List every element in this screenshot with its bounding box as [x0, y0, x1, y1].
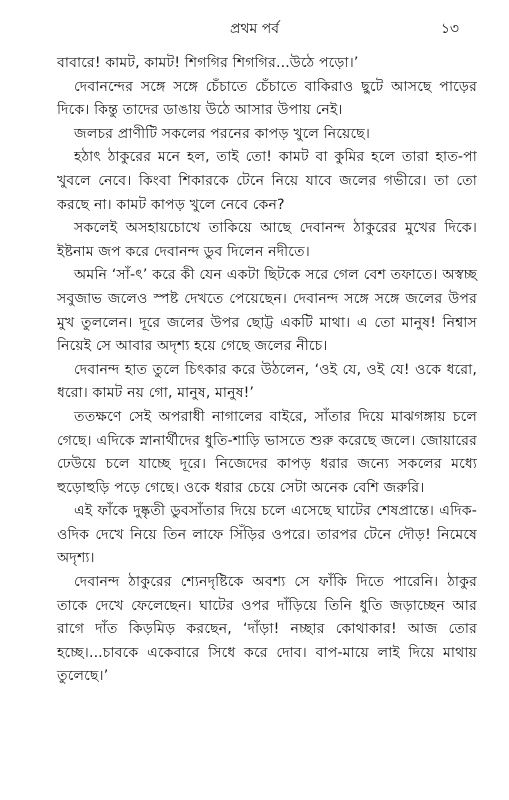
body-text — [57, 52, 477, 689]
paragraph-7: দেবানন্দ হাত তুলে চিৎকার করে উঠলেন, ‘ওই যে, ওই যে! ওকে ধরো, ধরো। কামট নয় গো, মানুষ, মানুষ!’ — [57, 361, 477, 402]
paragraph-9: এই ফাঁকে দুষ্কৃতী ডুবসাঁতার দিয়ে চলে এসেছে ঘাটের শেষপ্রান্তে। এদিক-ওদিক দেখে নিয়ে তিন লাফে সিঁড়ির ওপরে। তারপর টেনে দৌড়! নিমেষে অদৃশ্য। — [57, 503, 477, 567]
paragraph-8: ততক্ষণে সেই অপরাধী নাগালের বাইরে, সাঁতার দিয়ে মাঝগঙ্গায় চলে গেছে। এদিকে স্নানার্থীদের ধুতি-শাড়ি ভাসতে শুরু করেছে জলে। জোয়ারের ঢেউয়ে চলে যাচ্ছে দূরে। নিজেদের কাপড় ধরার জন্যে সকলের মধ্যে হুড়োহুড়ি পড়ে গেছে। ওকে ধরার চেয়ে সেটা অনেক বেশি জরুরি। — [57, 408, 477, 496]
chapter-title: প্রথম পর্ব — [229, 21, 280, 37]
paragraph-10: দেবানন্দ ঠাকুরের শ্যেনদৃষ্টিকে অবশ্য সে ফাঁকি দিতে পারেনি। ঠাকুর তাকে দেখে ফেলেছেন। ঘাটের ওপর দাঁড়িয়ে তিনি ধুতি জড়াচ্ছেন আর রাগে দাঁত কিড়মিড় করছেন, ‘দাঁড়া! নচ্ছার কোথাকার! আজ তোর হচ্ছে।...চাবকে একেবারে সিধে করে দোব। বাপ-মায়ে লাই দিয়ে মাথায় তুলেছে।’ — [57, 574, 477, 685]
paragraph-4: হঠাৎ ঠাকুরের মনে হল, তাই তো! কামট বা কুমির হলে তারা হাত-পা খুবলে নেবে। কিংবা শিকারকে টেনে নিয়ে যাবে জলের গভীরে। তা তো করছে না। কামট কাপড় খুলে নেবে কেন? — [57, 149, 477, 213]
paragraph-3: জলচর প্রাণীটি সকলের পরনের কাপড় খুলে নিয়েছে। — [74, 125, 371, 142]
paragraph-2: দেবানন্দের সঙ্গে সঙ্গে চেঁচাতে চেঁচাতে বাকিরাও ছুটে আসছে পাড়ের দিকে। কিন্তু তাদের ডাঙায় উঠে আসার উপায় নেই। — [57, 78, 477, 119]
running-header — [0, 18, 509, 40]
paragraph-5: সকলেই অসহায়চোখে তাকিয়ে আছে দেবানন্দ ঠাকুরের মুখের দিকে। ইষ্টনাম জপ করে দেবানন্দ ডুব দিলেন নদীতে। — [57, 220, 477, 260]
paragraph-6: অমনি ‘সাঁ-ৎ’ করে কী যেন একটা ছিটকে সরে গেল বেশ তফাতে। অস্বচ্ছ সবুজাভ জলেও স্পষ্ট দেখতে পেয়েছেন। দেবানন্দ সঙ্গে সঙ্গে জলের উপর মুখ তুললেন। দূরে জলের উপর ছোট্ট একটি মাথা। এ তো মানুষ! নিশ্বাস নিয়েই সে আবার অদৃশ্য হয়ে গেছে জলের নীচে। — [57, 267, 477, 355]
paragraph-1: বাবারে! কামট, কামট! শিগগির শিগগির...উঠে পড়ো।’ — [57, 55, 359, 71]
page-number: ১৩ — [440, 21, 459, 37]
